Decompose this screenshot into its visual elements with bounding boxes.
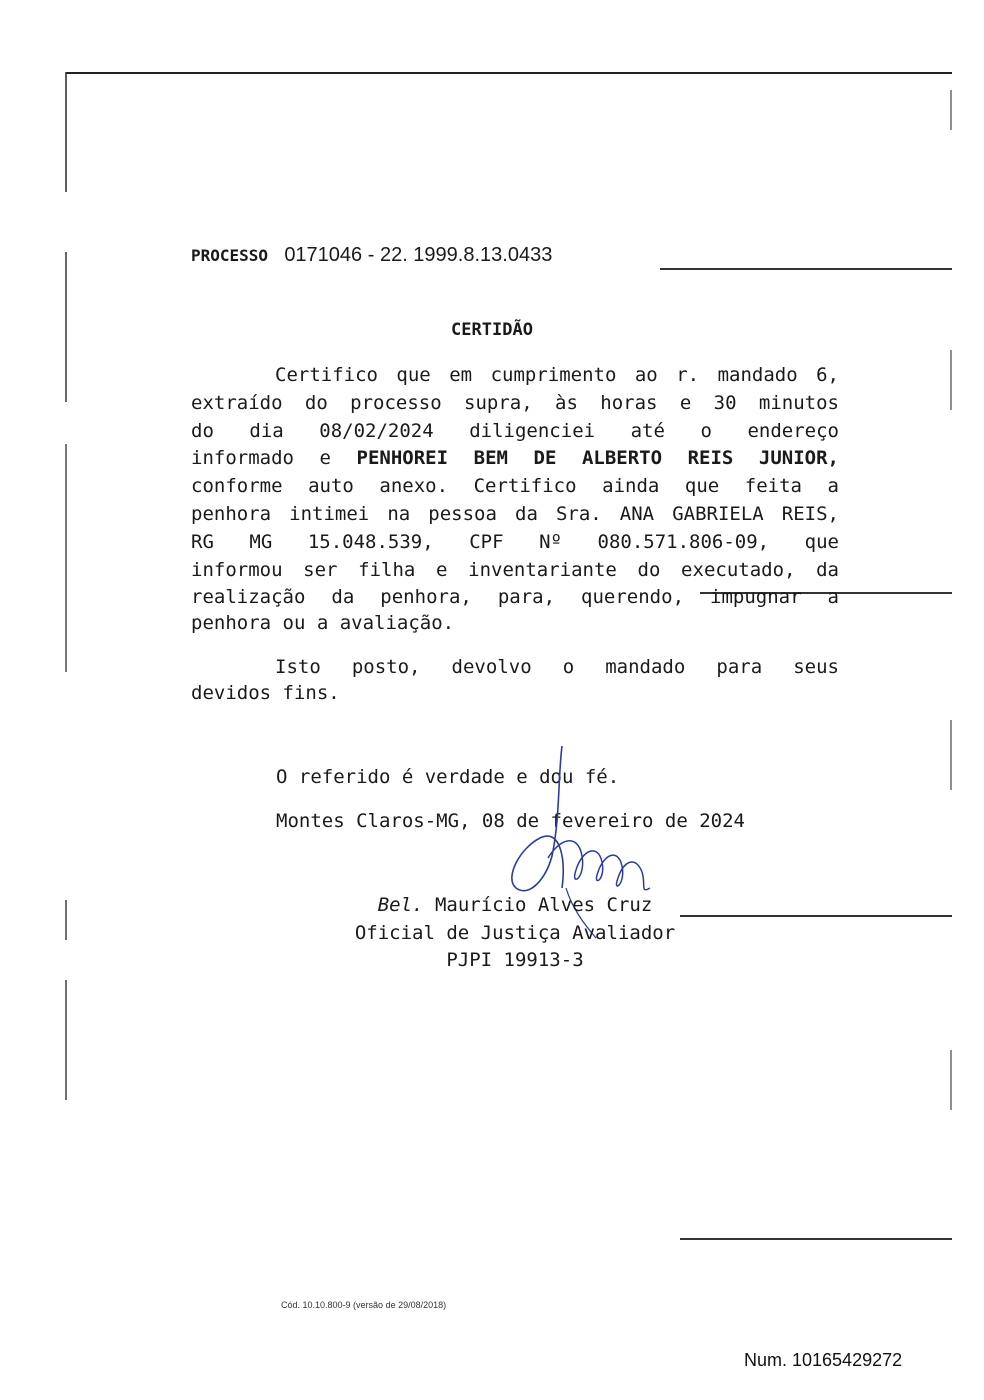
truth-statement: O referido é verdade e dou fé. [276,766,620,788]
signer-prefix: Bel. [377,894,424,916]
body-line-bold: PENHOREI BEM DE ALBERTO REIS JUNIOR, [356,447,839,469]
body-line-penhora [191,445,839,472]
body-line: penhora intimei na pessoa da Sra. ANA GABRIELA REIS, [191,503,839,525]
body-line: RG MG 15.048.539, CPF Nº 080.571.806-09, que [191,531,839,553]
form-code: Cód. 10.10.800-9 (versão de 29/08/2018) [281,1300,447,1310]
process-label: PROCESSO [191,246,269,265]
body-line: conforme auto anexo. Certifico ainda que feita a [191,475,839,497]
page-top-edge [66,72,952,74]
body-line: Certifico que em cumprimento ao r. mandado 6, [275,364,839,386]
body-line-prefix: informado e [191,447,331,469]
place-date: Montes Claros-MG, 08 de fevereiro de 2024 [276,810,745,832]
signer-name-line [0,894,984,916]
document-number: Num. 10165429272 [744,1350,903,1370]
process-number: 0171046 - 22. 1999.8.13.0433 [284,244,553,266]
body-line: devidos fins. [191,682,340,704]
body-line: extraído do processo supra, às horas e 30 minutos [191,392,839,414]
scan-tick [950,350,952,410]
signer-id: PJPI 19913-3 [446,949,584,971]
scan-tick [950,1050,952,1110]
handwritten-signature [500,738,670,948]
document-title: CERTIDÃO [451,320,533,340]
body-line: do dia 08/02/2024 diligenciei até o endereço [191,420,839,442]
scan-rule [660,268,952,270]
scan-tick [950,720,952,790]
signer-name: Maurício Alves Cruz [434,894,653,916]
body-line: realização da penhora, para, querendo, impugnar a [191,586,839,608]
signer-role: Oficial de Justiça Avaliador [354,922,676,944]
body-line: informou ser filha e inventariante do executado, da [191,559,839,581]
body-line: Isto posto, devolvo o mandado para seus [275,656,839,678]
scan-rule [680,1238,952,1240]
process-reference [191,244,552,267]
body-line: penhora ou a avaliação. [191,612,455,634]
page-left-edge [65,72,67,672]
scan-tick [950,90,952,130]
